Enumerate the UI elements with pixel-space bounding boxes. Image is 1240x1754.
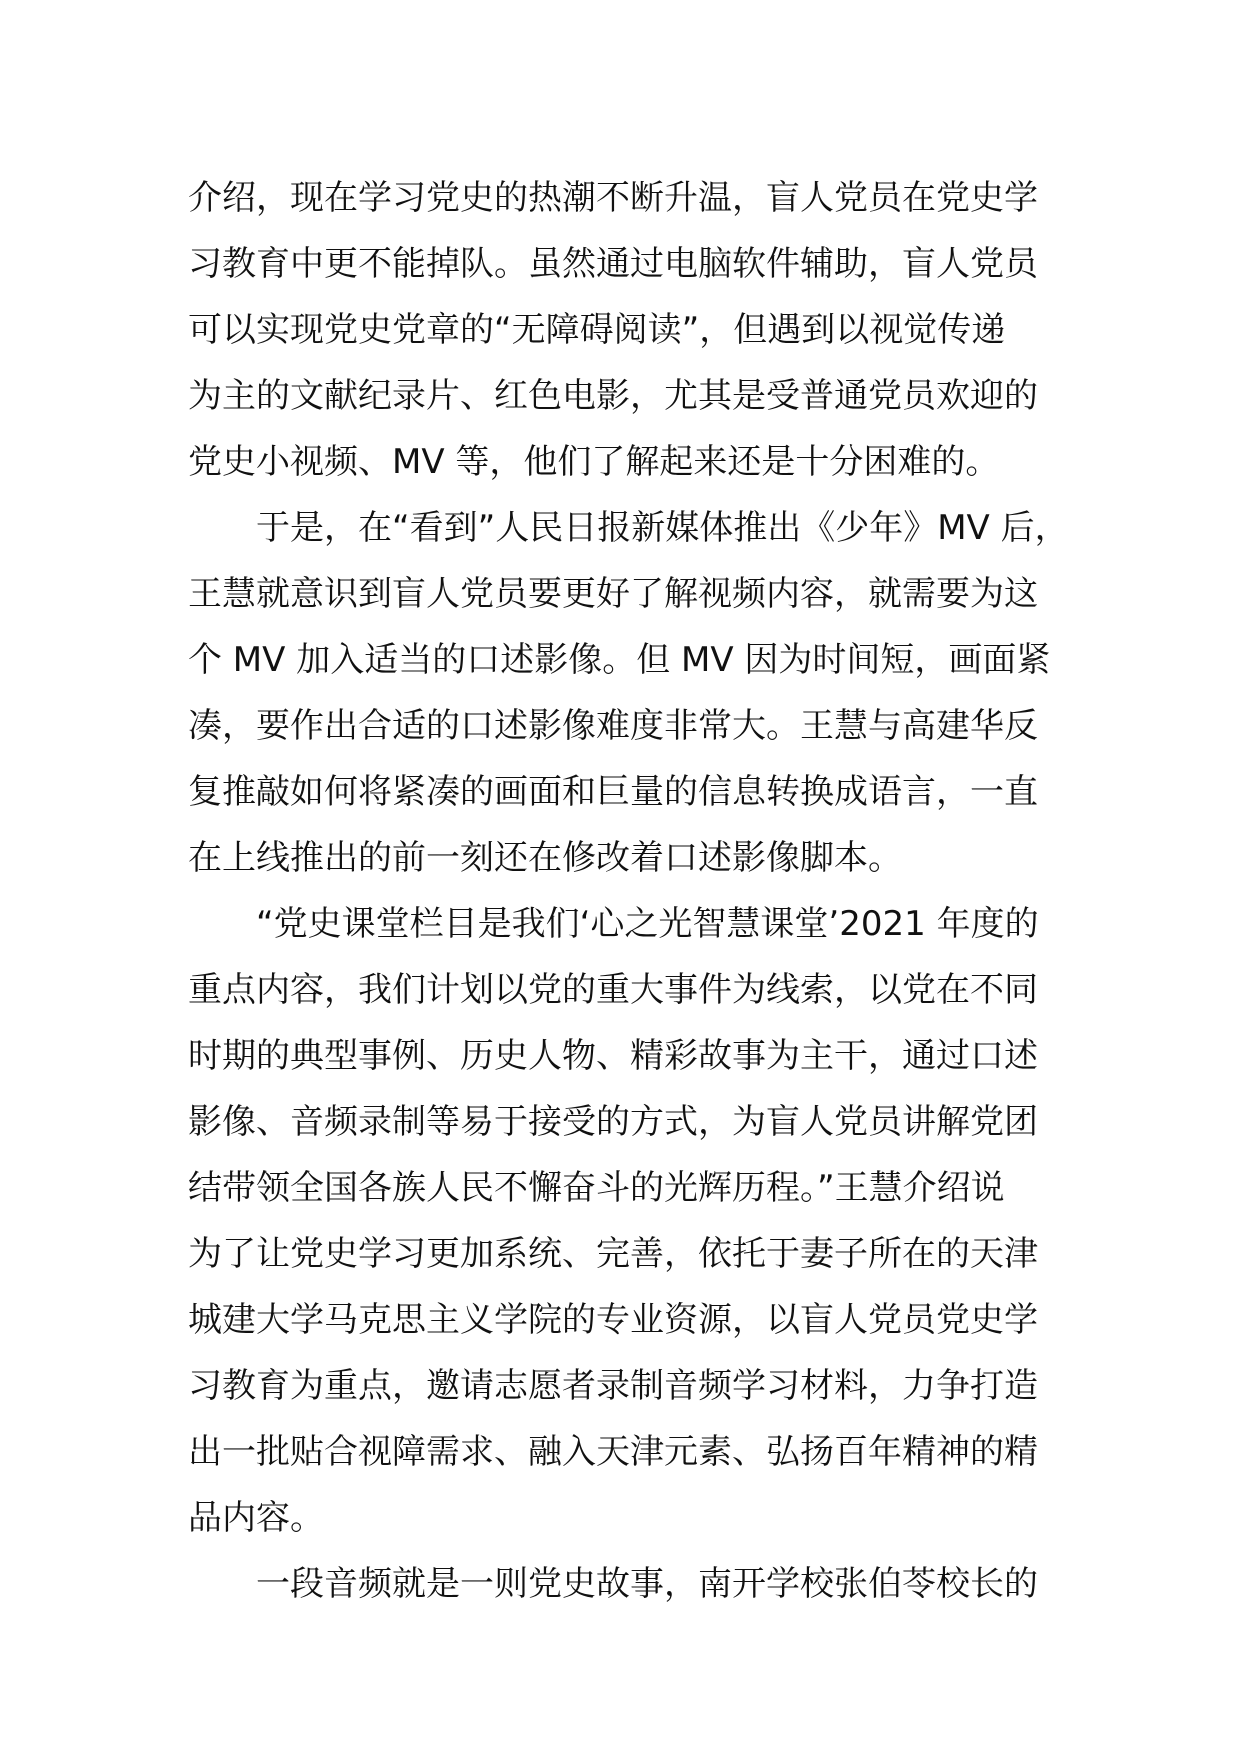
- text-line: 为主的文献纪录片、红色电影，尤其是受普通党员欢迎的: [188, 376, 1038, 416]
- paragraph-first-line: 一段音频就是一则党史故事，南开学校张伯苓校长的: [256, 1564, 1038, 1604]
- text-line: 可以实现党史党章的“无障碍阅读”，但遇到以视觉传递: [188, 310, 1006, 350]
- text-line: 影像、音频录制等易于接受的方式，为盲人党员讲解党团: [188, 1102, 1038, 1142]
- text-line: 在上线推出的前一刻还在修改着口述影像脚本。: [188, 838, 902, 878]
- text-line: 习教育中更不能掉队。虽然通过电脑软件辅助，盲人党员: [188, 244, 1038, 284]
- paragraph-first-line: “党史课堂栏目是我们‘心之光智慧课堂’2021 年度的: [256, 904, 1039, 944]
- text-line: 时期的典型事例、历史人物、精彩故事为主干，通过口述: [188, 1036, 1038, 1076]
- body-text: [188, 165, 1088, 1617]
- text-line: 结带领全国各族人民不懈奋斗的光辉历程。”王慧介绍说: [188, 1168, 1005, 1208]
- text-line: 王慧就意识到盲人党员要更好了解视频内容，就需要为这: [188, 574, 1038, 614]
- text-line: 重点内容，我们计划以党的重大事件为线索，以党在不同: [188, 970, 1038, 1010]
- text-line: 习教育为重点，邀请志愿者录制音频学习材料，力争打造: [188, 1366, 1038, 1406]
- text-line: 个 MV 加入适当的口述影像。但 MV 因为时间短，画面紧: [188, 640, 1051, 680]
- text-line: 出一批贴合视障需求、融入天津元素、弘扬百年精神的精: [188, 1432, 1038, 1472]
- text-line: 城建大学马克思主义学院的专业资源，以盲人党员党史学: [188, 1300, 1038, 1340]
- text-line: 复推敲如何将紧凑的画面和巨量的信息转换成语言，一直: [188, 772, 1038, 812]
- paragraph-first-line: 于是，在“看到”人民日报新媒体推出《少年》MV 后，: [256, 508, 1069, 548]
- text-line: 品内容。: [188, 1498, 324, 1538]
- text-line: 党史小视频、MV 等，他们了解起来还是十分困难的。: [188, 442, 1000, 482]
- text-line: 介绍，现在学习党史的热潮不断升温，盲人党员在党史学: [188, 178, 1038, 218]
- text-line: 为了让党史学习更加系统、完善，依托于妻子所在的天津: [188, 1234, 1038, 1274]
- text-line: 凑，要作出合适的口述影像难度非常大。王慧与高建华反: [188, 706, 1038, 746]
